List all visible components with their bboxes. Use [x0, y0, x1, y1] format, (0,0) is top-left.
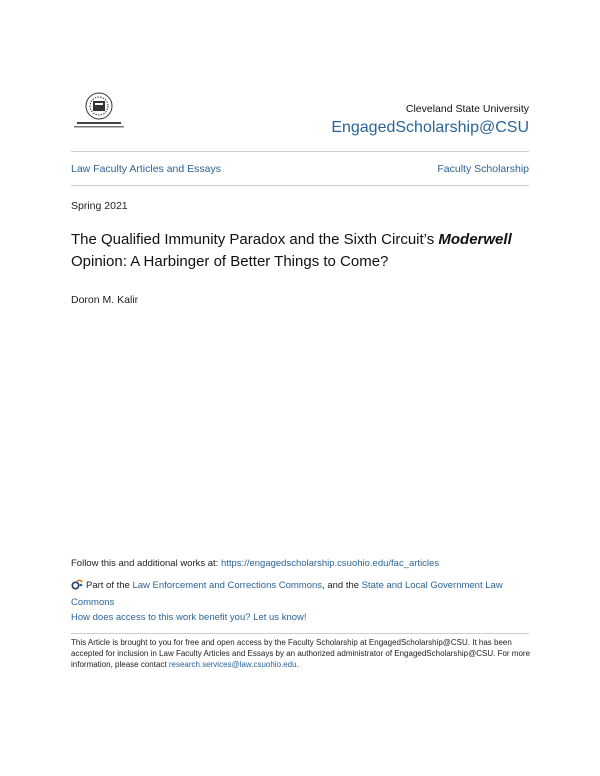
- follow-text: Follow this and additional works at:: [71, 558, 221, 569]
- title-italic: Moderwell: [438, 231, 512, 248]
- faculty-scholarship-link[interactable]: Faculty Scholarship: [437, 163, 529, 175]
- part-of-line: [71, 577, 531, 611]
- university-seal-icon: [72, 86, 126, 136]
- divider-top: [71, 151, 529, 152]
- law-enforcement-commons-link[interactable]: Law Enforcement and Corrections Commons: [132, 580, 323, 591]
- partof-prefix: Part of the: [86, 580, 133, 591]
- divider-bottom: [71, 185, 529, 186]
- author-name: Doron M. Kalir: [71, 294, 139, 306]
- title-part-1: The Qualified Immunity Paradox and the Sixth Circuit’s: [71, 231, 439, 248]
- follow-url-link[interactable]: https://engagedscholarship.csuohio.edu/fac_articles: [220, 558, 440, 569]
- follow-line: [71, 558, 541, 569]
- publication-date: Spring 2021: [71, 200, 128, 212]
- collection-link[interactable]: Law Faculty Articles and Essays: [71, 163, 221, 175]
- partof-mid: , and the: [322, 580, 362, 591]
- notice-text: This Article is brought to you for free and open access by the Faculty Scholarship at EngagedScholarship@CSU. It has been accepted for inclusion in Law Faculty Articles and Essays by an authorized administrator of EngagedScholarship@CSU. For more information, please contact: [71, 638, 531, 669]
- article-title: [71, 229, 541, 273]
- state-local-gov-commons-link[interactable]: State and Local Government Law Commons: [71, 580, 503, 608]
- notice-end: .: [296, 660, 299, 669]
- open-access-icon: [71, 578, 83, 590]
- access-feedback-link[interactable]: How does access to this work benefit you? Let us know!: [71, 612, 307, 623]
- contact-email-link[interactable]: research.services@law.csuohio.edu: [168, 660, 297, 669]
- access-notice: [71, 637, 531, 670]
- brand-link[interactable]: EngagedScholarship@CSU: [331, 119, 529, 136]
- divider-notice: [71, 633, 529, 634]
- title-part-2: Opinion: A Harbinger of Better Things to Come?: [71, 253, 389, 270]
- university-name: Cleveland State University: [405, 103, 529, 115]
